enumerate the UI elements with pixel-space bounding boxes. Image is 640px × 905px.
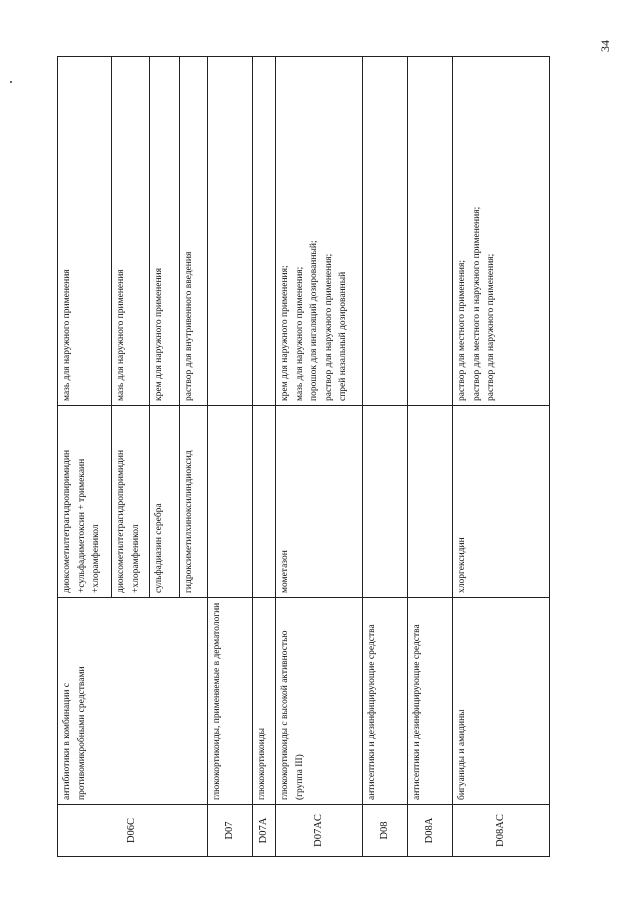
atc-group-name: глюкокортикоиды с высокой активностью (группа III)	[276, 598, 363, 805]
dosage-form: раствор для местного применения; раствор для местного и наружного применения; раствор для наружного применения;	[453, 57, 550, 406]
table-row	[453, 57, 550, 857]
table-row	[276, 57, 363, 857]
atc-code: D06C	[58, 805, 208, 857]
atc-code: D08	[363, 805, 408, 857]
drug-list-table	[57, 56, 550, 857]
table-row	[253, 57, 276, 857]
atc-group-name: глюкокортикоиды	[253, 598, 276, 805]
atc-code: D07A	[253, 805, 276, 857]
dosage-form	[363, 57, 408, 406]
dosage-form	[208, 57, 253, 406]
drug-name	[253, 406, 276, 598]
table-row	[58, 57, 112, 857]
drug-name	[408, 406, 453, 598]
drug-name: хлоргексидин	[453, 406, 550, 598]
table-row	[208, 57, 253, 857]
drug-name	[363, 406, 408, 598]
dosage-form	[253, 57, 276, 406]
table-row	[408, 57, 453, 857]
atc-group-name: глюкокортикоиды, применяемые в дерматологии	[208, 598, 253, 805]
drug-name	[208, 406, 253, 598]
dosage-form: мазь для наружного применения	[112, 57, 150, 406]
drug-name: диоксометилтетрагидропиримидин +хлорамфеникол	[112, 406, 150, 598]
dosage-form: крем для наружного применения	[150, 57, 180, 406]
atc-code: D07AC	[276, 805, 363, 857]
dosage-form	[408, 57, 453, 406]
atc-code: D07	[208, 805, 253, 857]
drug-name: диоксометилтетрагидропиримидин +сульфадиметоксин + тримекаин +хлорамфеникол	[58, 406, 112, 598]
atc-group-name: антибиотики в комбинации с противомикробными средствами	[58, 598, 208, 805]
atc-group-name: бигуаниды и амидины	[453, 598, 550, 805]
drug-name: гидроксиметилхиноксилиндиоксид	[180, 406, 208, 598]
dosage-form: раствор для внутривенного введения	[180, 57, 208, 406]
page-number: 34	[598, 40, 612, 52]
atc-group-name: антисептики и дезинфицирующие средства	[408, 598, 453, 805]
dosage-form: мазь для наружного применения	[58, 57, 112, 406]
drug-name: сульфадиазин серебра	[150, 406, 180, 598]
speck-mark	[10, 81, 12, 83]
atc-group-name: антисептики и дезинфицирующие средства	[363, 598, 408, 805]
dosage-form: крем для наружного применения; мазь для наружного применения; порошок для ингаляций дозированный; раствор для наружного применения; спрей назальный дозированный	[276, 57, 363, 406]
drug-name: мометазон	[276, 406, 363, 598]
atc-code: D08A	[408, 805, 453, 857]
table-row	[363, 57, 408, 857]
atc-code: D08AC	[453, 805, 550, 857]
